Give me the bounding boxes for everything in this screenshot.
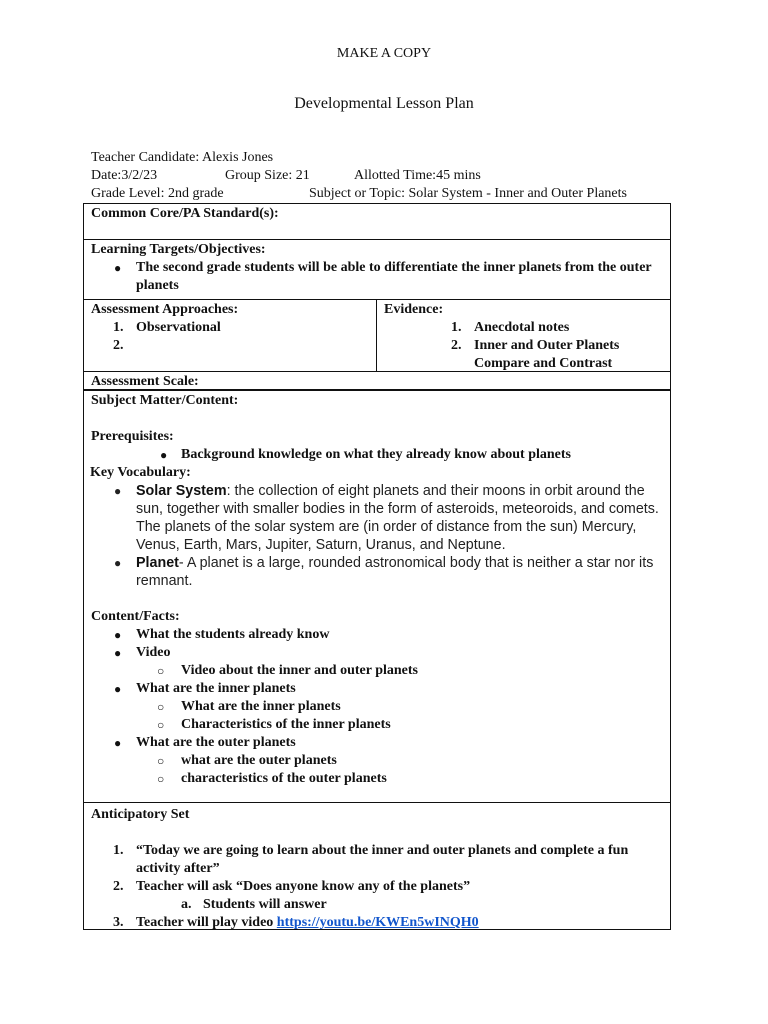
make-a-copy-heading: MAKE A COPY bbox=[336, 46, 432, 61]
content-item: ● Video bbox=[91, 644, 663, 662]
group-size: Group Size: 21 bbox=[225, 168, 310, 183]
scale-row bbox=[84, 372, 670, 391]
subject-topic: Subject or Topic: Solar System - Inner and Outer Planets bbox=[309, 186, 627, 201]
video-link[interactable]: https://youtu.be/KWEn5wINQH0 bbox=[276, 915, 479, 930]
content-subitem: ○ what are the outer planets bbox=[91, 752, 663, 770]
evidence-item: 2. Inner and Outer Planets Compare and Contrast bbox=[451, 338, 620, 371]
anticipatory-item: 1. “Today we are going to learn about the inner and outer planets and complete a fun activity after” bbox=[113, 843, 629, 876]
lesson-plan-table bbox=[83, 203, 671, 930]
content-facts-label: Content/Facts: bbox=[91, 609, 180, 624]
scale-label: Assessment Scale: bbox=[91, 374, 199, 389]
target-item: ● The second grade students will be able to differentiate the inner planets from the outer planets bbox=[91, 259, 663, 295]
assessment-approaches: Assessment Approaches: 1. Observational 2. bbox=[84, 300, 377, 371]
content-item: ● What the students already know bbox=[91, 626, 663, 644]
date: Date:3/2/23 bbox=[91, 168, 158, 183]
anticipatory-item: 2. Teacher will ask “Does anyone know any of the planets” bbox=[113, 879, 471, 894]
content-subitem: ○ characteristics of the outer planets bbox=[91, 770, 663, 788]
anticipatory-set-row bbox=[84, 803, 670, 929]
content-subitem: ○ What are the inner planets bbox=[91, 698, 663, 716]
evidence-item: 1. Anecdotal notes bbox=[451, 320, 570, 335]
evidence-label: Evidence: bbox=[384, 302, 444, 317]
content-subitem: ○ Video about the inner and outer planets bbox=[91, 662, 663, 680]
assessment-label: Assessment Approaches: bbox=[91, 302, 239, 317]
targets-label: Learning Targets/Objectives: bbox=[91, 242, 266, 257]
assessment-item: 1. Observational bbox=[113, 320, 221, 335]
evidence bbox=[377, 300, 670, 371]
prerequisites-label: Prerequisites: bbox=[91, 429, 174, 444]
vocab-item-solar-system: ● Solar System: the collection of eight planets and their moons in orbit around the sun, together with smaller bodies in the form of asteroids, meteoroids, and comets. The planets of the solar system are (in order of distance from the sun) Mercury, Venus, Earth, Mars, Jupiter, Saturn, Uranus, and Neptune. bbox=[91, 482, 663, 554]
prerequisite-item: ● Background knowledge on what they already know about planets bbox=[91, 446, 663, 464]
vocab-item-planet: ● Planet- A planet is a large, rounded astronomical body that is neither a star nor its remnant. bbox=[91, 554, 663, 590]
content-subitem: ○ Characteristics of the inner planets bbox=[91, 716, 663, 734]
allotted-time: Allotted Time:45 mins bbox=[354, 168, 481, 183]
targets-row bbox=[84, 240, 670, 300]
standards-label: Common Core/PA Standard(s): bbox=[91, 206, 279, 221]
anticipatory-label: Anticipatory Set bbox=[91, 807, 190, 822]
standards-row bbox=[84, 204, 670, 240]
grade-level: Grade Level: 2nd grade bbox=[91, 186, 224, 201]
content-item: ● What are the outer planets bbox=[91, 734, 663, 752]
content-item: ● What are the inner planets bbox=[91, 680, 663, 698]
subject-matter-label: Subject Matter/Content: bbox=[91, 393, 239, 408]
teacher-candidate: Teacher Candidate: Alexis Jones bbox=[91, 150, 274, 165]
anticipatory-subitem: a. Students will answer bbox=[181, 897, 327, 912]
page-title: Developmental Lesson Plan bbox=[294, 95, 474, 112]
assessment-row bbox=[84, 300, 670, 372]
subject-matter-row bbox=[84, 391, 670, 803]
vocabulary-label: Key Vocabulary: bbox=[90, 465, 191, 480]
anticipatory-item: 3. Teacher will play video https://youtu.be/KWEn5wINQH0 bbox=[113, 915, 479, 930]
